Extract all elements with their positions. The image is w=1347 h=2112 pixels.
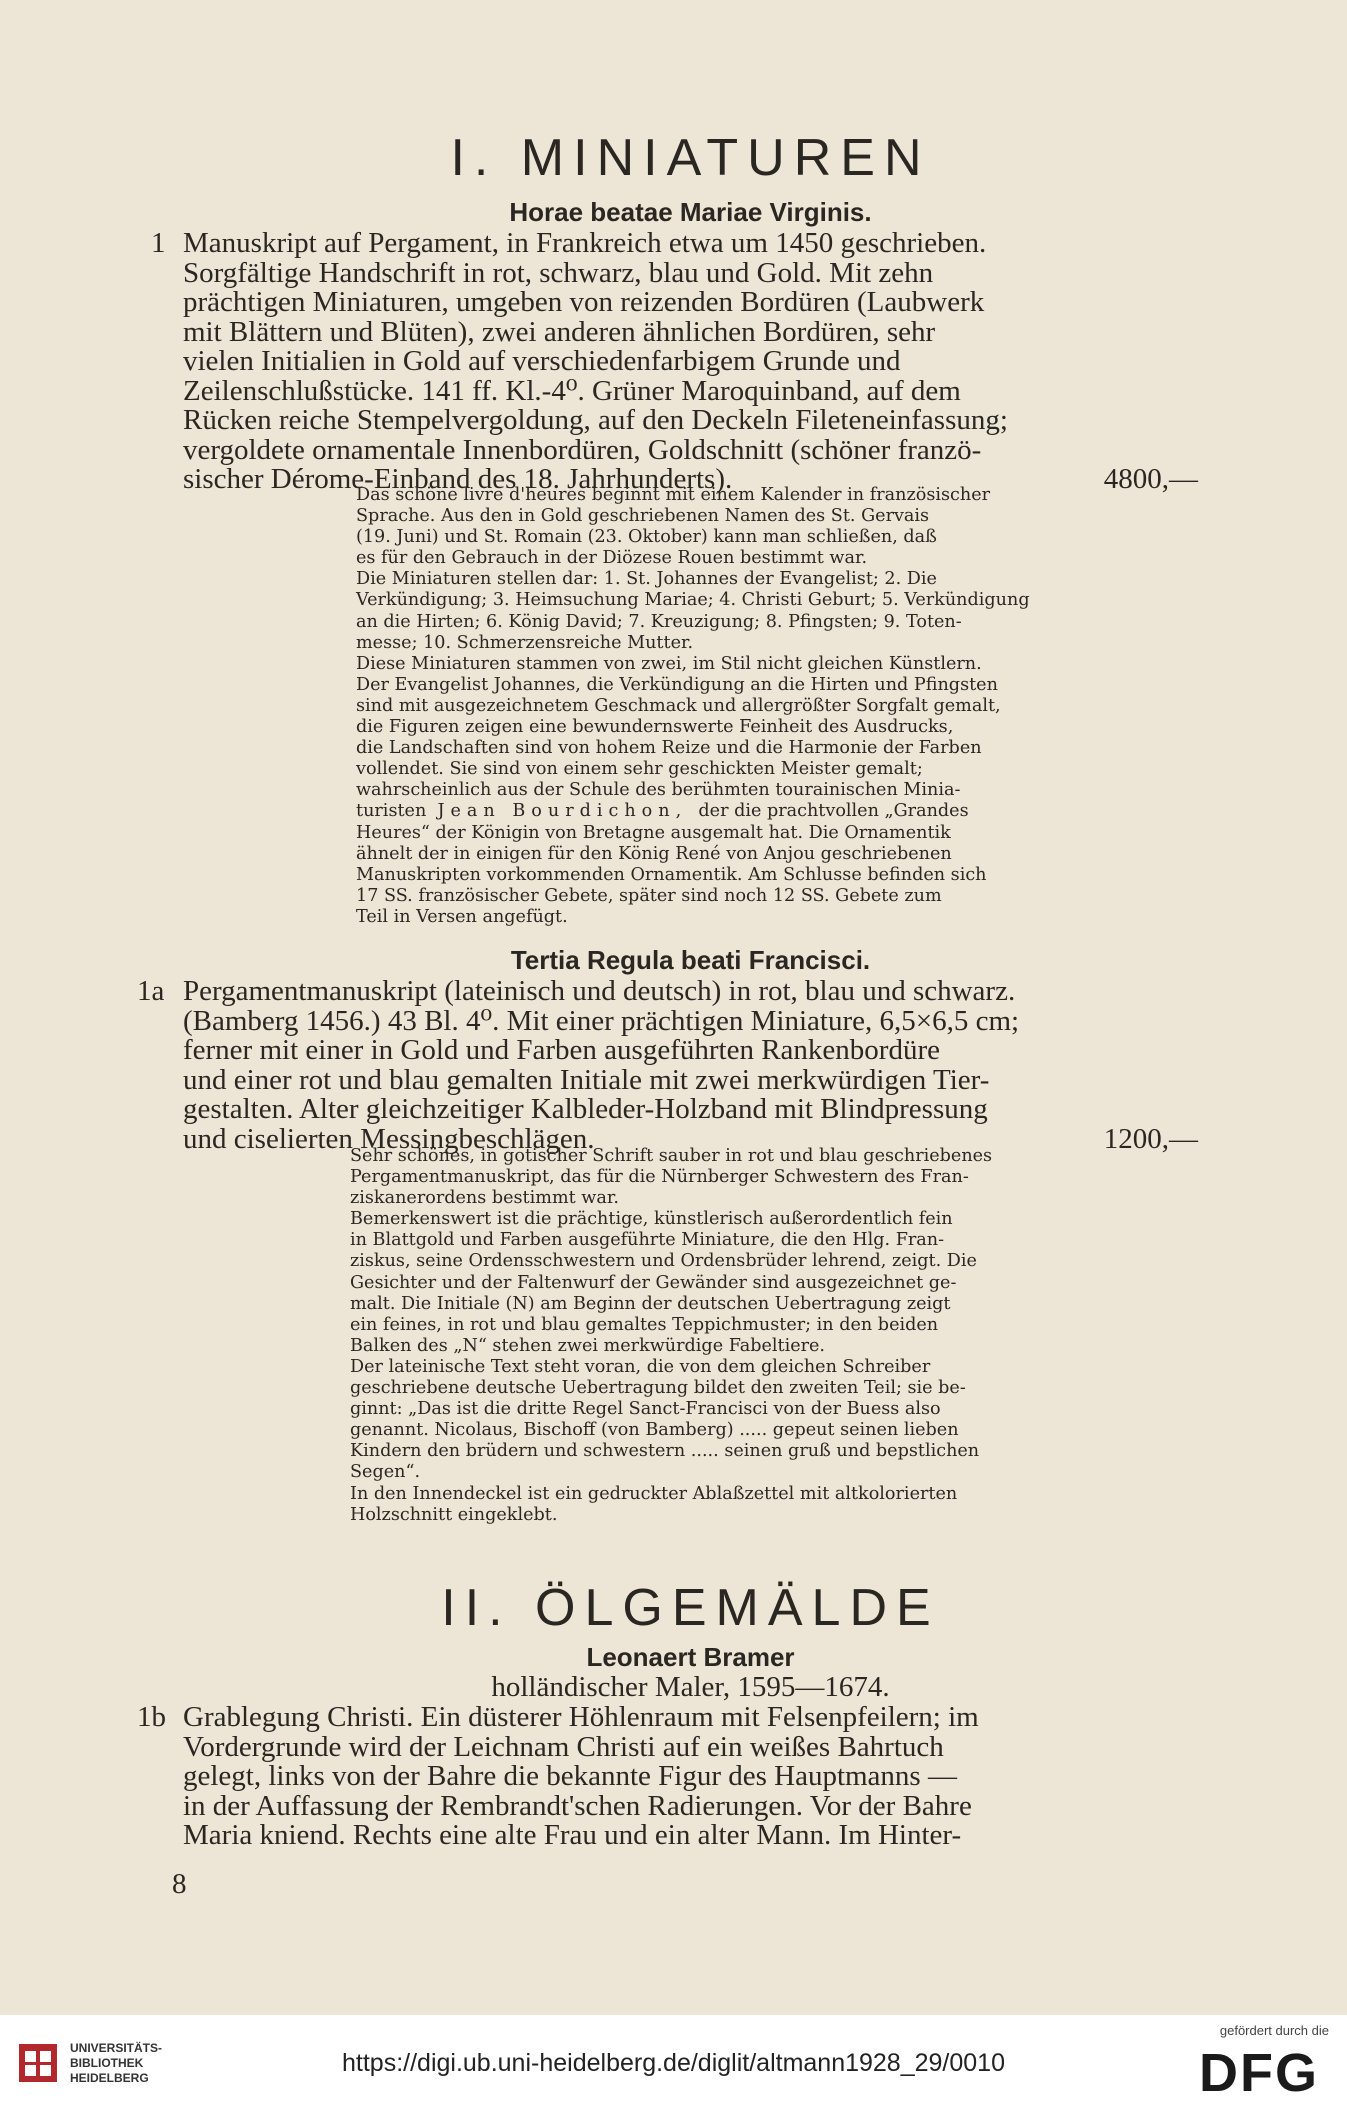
note-line: an die Hirten; 6. König David; 7. Kreuzigung; 8. Pfingsten; 9. Toten- — [356, 611, 962, 632]
note-line: Teil in Versen angefügt. — [356, 906, 568, 927]
note-line: Bemerkenswert ist die prächtige, künstlerisch außerordentlich fein — [350, 1209, 953, 1230]
note-fragment: turisten — [356, 801, 427, 822]
note-line: Sehr schönes, in gotischer Schrift sauber in rot und blau geschriebenes — [350, 1146, 993, 1166]
note-line: es für den Gebrauch in der Diözese Rouen bestimmt war. — [356, 548, 868, 569]
text-line: sischer Dérome-Einband des 18. Jahrhunderts). — [183, 463, 733, 495]
entry-note — [356, 485, 1196, 928]
note-line: messe; 10. Schmerzensreiche Mutter. — [356, 632, 694, 653]
library-name-line: HEIDELBERG — [70, 2071, 149, 2085]
note-line: genannt. Nicolaus, Bischoff (von Bamberg) ..... gepeut seinen lieben — [350, 1420, 959, 1441]
note-line: ginnt: „Das ist die dritte Regel Sanct-Francisci von der Buess also — [350, 1399, 941, 1420]
note-line: die Landschaften sind von hohem Reize und die Harmonie der Farben — [356, 738, 982, 759]
text-line: Vordergrunde wird der Leichnam Christi auf ein weißes Bahrtuch — [183, 1730, 944, 1763]
entry-heading: Horae beatae Mariae Virginis. — [509, 197, 872, 227]
text-line: mit Blättern und Blüten), zwei anderen ähnlichen Bordüren, sehr — [183, 315, 936, 348]
note-line: Verkündigung; 3. Heimsuchung Mariae; 4. Christi Geburt; 5. Verkündigung — [356, 590, 1030, 611]
section-title-miniaturen: I. MINIATUREN — [450, 129, 931, 187]
entry-description — [183, 1703, 1198, 1851]
note-line: ein feines, in rot und blau gemaltes Teppichmuster; in den beiden — [350, 1314, 939, 1335]
section-title-oelgemaelde: II. ÖLGEMÄLDE — [441, 1579, 940, 1637]
entry-number: 1b — [137, 1701, 166, 1733]
note-line: Das schöne livre d'heures beginnt mit einem Kalender in französischer — [356, 485, 991, 505]
note-line: geschriebene deutsche Uebertragung bildet den zweiten Teil; sie be- — [350, 1378, 966, 1399]
text-line: und ciselierten Messingbeschlägen. — [183, 1122, 595, 1155]
note-line: Balken des „N“ stehen zwei merkwürdige Fabeltiere. — [350, 1335, 826, 1356]
note-line: Segen“. — [350, 1462, 421, 1483]
text-line: prächtigen Miniaturen, umgeben von reizenden Bordüren (Laubwerk — [183, 286, 985, 318]
note-line: Der Evangelist Johannes, die Verkündigung an die Hirten und Pfingsten — [356, 674, 998, 695]
artist-name: Jean Bourdichon, — [437, 801, 688, 822]
funded-by-label: gefördert durch die — [1219, 2023, 1329, 2038]
library-name-line: UNIVERSITÄTS- — [70, 2041, 163, 2055]
catalog-entry — [137, 975, 1198, 1155]
note-line: die Figuren zeigen eine bewundernswerte Feinheit des Ausdrucks, — [356, 717, 954, 738]
note-line: Pergamentmanuskript, das für die Nürnberger Schwestern des Fran- — [350, 1167, 969, 1188]
note-line: In den Innendeckel ist ein gedruckter Ablaßzettel mit altkolorierten — [350, 1483, 958, 1504]
text-line: ferner mit einer in Gold und Farben ausgeführten Rankenbordüre — [183, 1034, 940, 1066]
note-line: 17 SS. französischer Gebete, später sind noch 12 SS. Gebete zum — [356, 885, 942, 906]
note-line: Gesichter und der Faltenwurf der Gewänder sind ausgezeichnet ge- — [350, 1272, 957, 1293]
text-line: Grablegung Christi. Ein düsterer Höhlenraum mit Felsenpfeilern; im — [183, 1701, 979, 1733]
note-line: Manuskripten vorkommenden Ornamentik. Am Schlusse befinden sich — [356, 864, 987, 885]
note-line: malt. Die Initiale (N) am Beginn der deutschen Uebertragung zeigt — [350, 1293, 951, 1314]
text-line: in der Auffassung der Rembrandt'schen Radierungen. Vor der Bahre — [183, 1789, 972, 1822]
page-number: 8 — [172, 1868, 187, 1900]
text-line: Rücken reiche Stempelvergoldung, auf den Deckeln Fileteneinfassung; — [183, 404, 1008, 436]
text-line: gelegt, links von der Bahre die bekannte Figur des Hauptmanns — — [183, 1760, 957, 1792]
text-line: Manuskript auf Pergament, in Frankreich etwa um 1450 geschrieben. — [183, 227, 987, 259]
entry-number: 1 — [151, 227, 166, 259]
text-line: Pergamentmanuskript (lateinisch und deutsch) in rot, blau und schwarz. — [183, 975, 1016, 1007]
entry-number: 1a — [137, 975, 165, 1007]
entry-note — [350, 1146, 1196, 1526]
note-line: ähnelt der in einigen für den König René von Anjou geschriebenen — [356, 843, 952, 864]
dfg-logo-icon[interactable] — [1197, 2043, 1329, 2097]
note-line: Der lateinische Text steht voran, die von dem gleichen Schreiber — [350, 1356, 931, 1377]
note-line: wahrscheinlich aus der Schule des berühmten tourainischen Minia- — [356, 780, 961, 801]
note-line: Sprache. Aus den in Gold geschriebenen Namen des St. Gervais — [356, 506, 930, 527]
entry-description — [183, 229, 1198, 495]
text-line: und einer rot und blau gemalten Initiale mit zwei merkwürdigen Tier- — [183, 1063, 990, 1096]
library-name-line: BIBLIOTHEK — [70, 2056, 144, 2070]
text-line: (Bamberg 1456.) 43 Bl. 4⁰. Mit einer prächtigen Miniature, 6,5×6,5 cm; — [183, 1004, 1020, 1037]
text-line: Sorgfältige Handschrift in rot, schwarz, blau und Gold. Mit zehn — [183, 256, 934, 289]
note-fragment: der die prachtvollen „Grandes — [698, 801, 969, 822]
note-line: (19. Juni) und St. Romain (23. Oktober) kann man schließen, daß — [356, 527, 937, 548]
permalink-url[interactable]: https://digi.ub.uni-heidelberg.de/diglit/altmann1928_29/0010 — [342, 2049, 1005, 2077]
svg-text:DFG: DFG — [1199, 2043, 1319, 2097]
note-line — [356, 801, 1196, 822]
price: 1200,— — [1103, 1122, 1198, 1155]
catalog-entry — [151, 227, 1198, 495]
artist-heading: Leonaert Bramer — [586, 1642, 795, 1672]
note-line: ziskus, seine Ordensschwestern und Ordensbrüder lehrend, zeigt. Die — [350, 1251, 977, 1272]
note-line: in Blattgold und Farben ausgeführte Miniature, die den Hlg. Fran- — [350, 1230, 945, 1251]
text-line: vergoldete ornamentale Innenbordüren, Goldschnitt (schöner franzö- — [183, 433, 982, 466]
note-line: Heures“ der Königin von Bretagne ausgemalt hat. Die Ornamentik — [356, 822, 951, 843]
note-line: Kindern den brüdern und schwestern ..... seinen gruß und bepstlichen — [350, 1441, 980, 1462]
price: 4800,— — [1103, 463, 1198, 495]
note-line: Holzschnitt eingeklebt. — [350, 1504, 558, 1525]
entry-heading: Tertia Regula beati Francisci. — [510, 945, 871, 975]
text-line: vielen Initialien in Gold auf verschiedenfarbigem Grunde und — [183, 345, 901, 377]
artist-subheading: holländischer Maler, 1595—1674. — [491, 1671, 890, 1703]
text-line: Maria kniend. Rechts eine alte Frau und ein alter Mann. Im Hinter- — [183, 1819, 962, 1851]
text-line: Zeilenschlußstücke. 141 ff. Kl.-4⁰. Grüner Maroquinband, auf dem — [183, 374, 961, 407]
note-line: sind mit ausgezeichnetem Geschmack und allergrößter Sorgfalt gemalt, — [356, 695, 1001, 716]
catalog-entry — [137, 1701, 1198, 1851]
text-line: gestalten. Alter gleichzeitiger Kalbleder-Holzband mit Blindpressung — [183, 1093, 988, 1125]
note-line: Die Miniaturen stellen dar: 1. St. Johannes der Evangelist; 2. Die — [356, 569, 937, 590]
footer-bar — [0, 2015, 1347, 2112]
note-line: vollendet. Sie sind von einem sehr geschickten Meister gemalt; — [356, 759, 923, 780]
note-line: Diese Miniaturen stammen von zwei, im Stil nicht gleichen Künstlern. — [356, 653, 982, 674]
note-line: ziskanerordens bestimmt war. — [350, 1188, 619, 1209]
entry-description — [183, 977, 1198, 1154]
